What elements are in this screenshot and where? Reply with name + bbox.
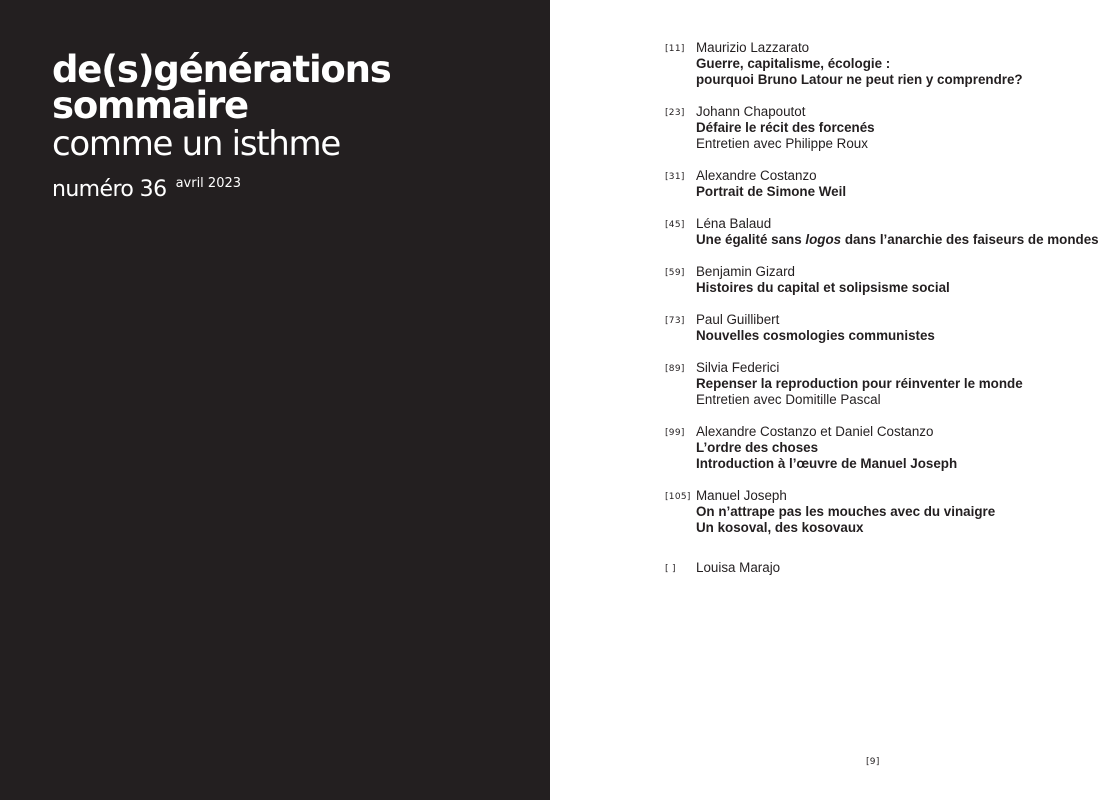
toc-title: Défaire le récit des forcenés: [696, 120, 875, 135]
toc-title: Un kosoval, des kosovaux: [696, 520, 864, 535]
toc-author: Johann Chapoutot: [696, 104, 806, 119]
toc-subtitle: Entretien avec Domitille Pascal: [696, 392, 881, 407]
toc-title: On n’attrape pas les mouches avec du vinaigre: [696, 504, 996, 519]
toc-page-number: [89]: [665, 364, 685, 374]
toc-entry[interactable]: [665, 488, 1105, 536]
toc-title: L’ordre des choses: [696, 440, 819, 455]
toc-title: Histoires du capital et solipsisme social: [696, 280, 950, 295]
toc-page-number: [31]: [665, 172, 685, 182]
toc-title: Repenser la reproduction pour réinventer le monde: [696, 376, 1023, 391]
toc-page-number: [105]: [665, 492, 691, 502]
contents-heading: sommaire: [52, 84, 248, 127]
toc-page-number: [ ]: [665, 564, 676, 574]
toc-author: Silvia Federici: [696, 360, 780, 375]
toc-title: pourquoi Bruno Latour ne peut rien y comprendre?: [696, 72, 1023, 87]
toc-page-number: [73]: [665, 316, 685, 326]
masthead: [52, 48, 532, 202]
toc-author: Benjamin Gizard: [696, 264, 795, 279]
magazine-title: de(s)générations: [52, 48, 391, 91]
toc-entry[interactable]: [665, 216, 1105, 248]
issue-number: numéro 36: [52, 177, 167, 202]
toc-entry[interactable]: [665, 40, 1105, 88]
contents-page: [550, 0, 1112, 800]
issue-date: avril 2023: [175, 176, 242, 191]
toc-title: Nouvelles cosmologies communistes: [696, 328, 935, 343]
toc-page-number: [99]: [665, 428, 685, 438]
cover-page: [0, 0, 550, 800]
toc-author: Maurizio Lazzarato: [696, 40, 810, 55]
toc-author: Léna Balaud: [696, 216, 772, 231]
toc-title-part: dans l’anarchie des faiseurs de mondes: [841, 232, 1099, 247]
issue-info: [52, 176, 532, 202]
toc-entry[interactable]: [665, 360, 1105, 408]
toc-entry[interactable]: [665, 312, 1105, 344]
toc-author: Manuel Joseph: [696, 488, 787, 503]
toc-author: Alexandre Costanzo: [696, 168, 817, 183]
toc-author: Louisa Marajo: [696, 560, 781, 575]
toc-author: Paul Guillibert: [696, 312, 780, 327]
toc-page-number: [23]: [665, 108, 685, 118]
toc-title: Portrait de Simone Weil: [696, 184, 847, 199]
toc-title: Introduction à l’œuvre de Manuel Joseph: [696, 456, 958, 471]
table-of-contents: [665, 40, 1105, 592]
toc-entry[interactable]: [665, 168, 1105, 200]
toc-page-number: [45]: [665, 220, 685, 230]
toc-entry[interactable]: [665, 104, 1105, 152]
issue-theme: comme un isthme: [52, 124, 340, 164]
toc-author: Alexandre Costanzo et Daniel Costanzo: [696, 424, 934, 439]
toc-page-number: [11]: [665, 44, 685, 54]
toc-title: [696, 232, 1105, 248]
toc-title-part: Une égalité sans: [696, 232, 806, 247]
toc-page-number: [59]: [665, 268, 685, 278]
toc-subtitle: Entretien avec Philippe Roux: [696, 136, 868, 151]
page-folio: [9]: [866, 757, 880, 767]
toc-entry[interactable]: [665, 424, 1105, 472]
toc-title: Guerre, capitalisme, écologie :: [696, 56, 891, 71]
toc-title-italic: logos: [805, 232, 842, 247]
toc-entry[interactable]: [665, 264, 1105, 296]
toc-entry[interactable]: [665, 560, 1105, 576]
